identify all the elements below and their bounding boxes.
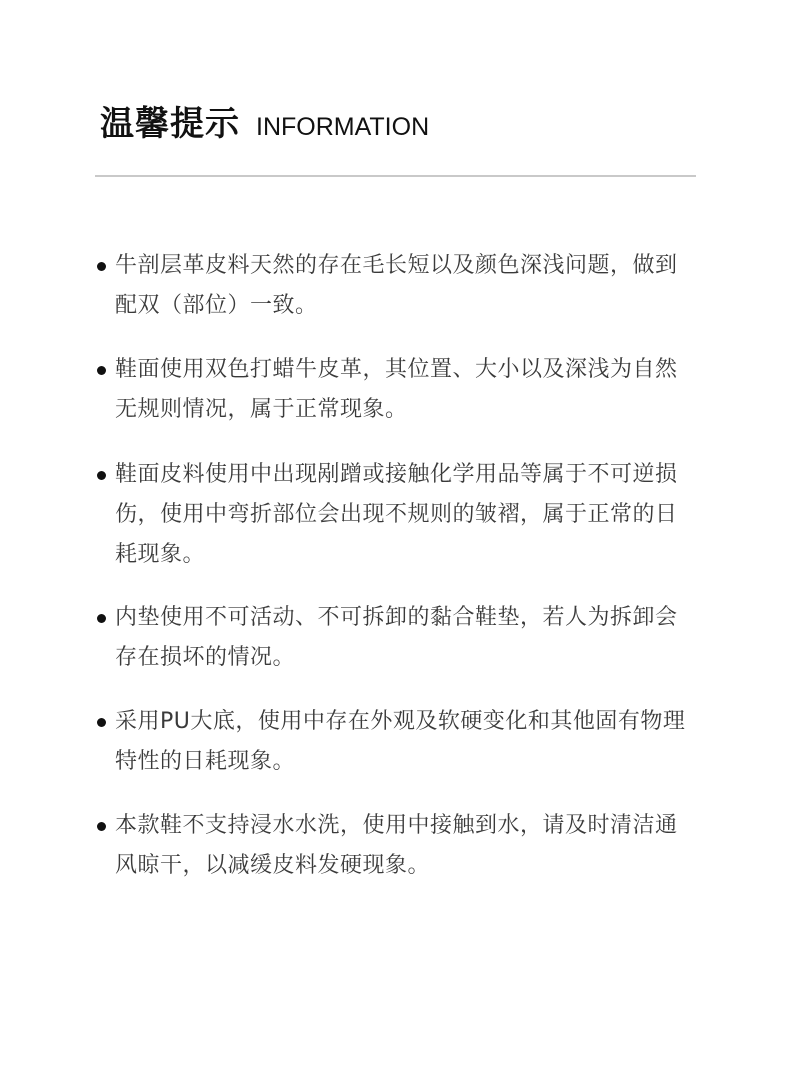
note-item <box>95 455 695 575</box>
bullet-dot <box>97 614 106 623</box>
page-subtitle: INFORMATION <box>256 113 430 141</box>
page-title: 温馨提示 <box>100 104 240 144</box>
note-text: 牛剖层革皮料天然的存在毛长短以及颜色深浅问题，做到配双（部位）一致。 <box>115 253 678 318</box>
note-text: 本款鞋不支持浸水水洗，使用中接触到水，请及时清洁通风晾干，以减缓皮料发硬现象。 <box>115 813 678 878</box>
bullet-dot <box>97 366 106 375</box>
bullet-dot <box>97 262 106 271</box>
notes-list <box>95 246 695 910</box>
bullet-dot <box>97 822 106 831</box>
note-text: 内垫使用不可活动、不可拆卸的黏合鞋垫，若人为拆卸会存在损坏的情况。 <box>115 605 678 670</box>
note-text: 采用PU大底，使用中存在外观及软硬变化和其他固有物理特性的日耗现象。 <box>115 709 686 774</box>
header-divider <box>95 175 696 177</box>
bullet-dot <box>97 718 106 727</box>
note-item <box>95 702 695 782</box>
note-text: 鞋面使用双色打蜡牛皮革，其位置、大小以及深浅为自然无规则情况，属于正常现象。 <box>115 357 678 422</box>
note-item <box>95 350 695 430</box>
page-header <box>100 102 429 149</box>
note-item <box>95 806 695 886</box>
note-text: 鞋面皮料使用中出现剐蹭或接触化学用品等属于不可逆损伤，使用中弯折部位会出现不规则的皱褶，属于正常的日耗现象。 <box>115 462 678 567</box>
note-item <box>95 598 695 678</box>
note-item <box>95 246 695 326</box>
bullet-dot <box>97 471 106 480</box>
